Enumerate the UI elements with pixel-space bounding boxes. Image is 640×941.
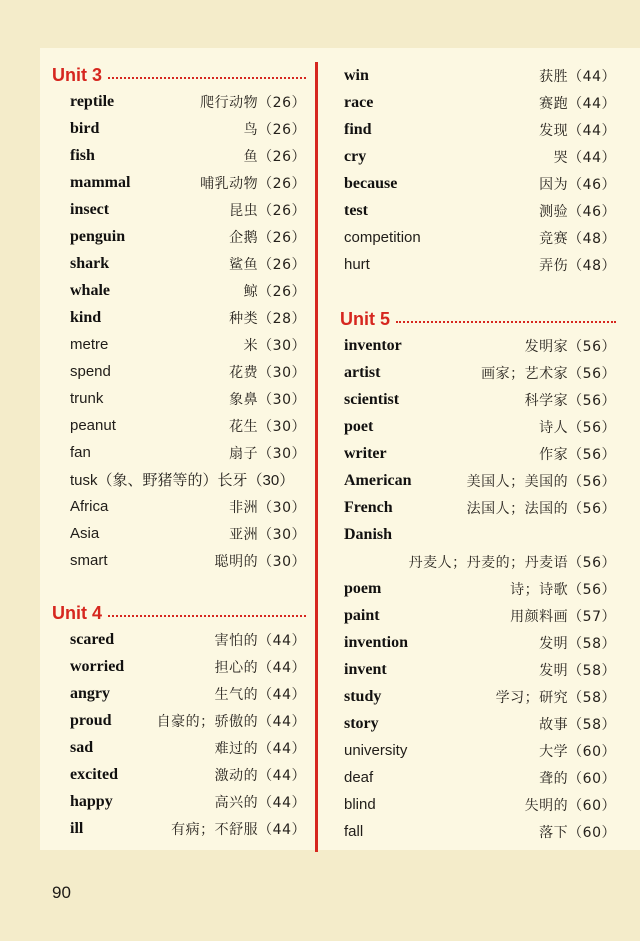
vocab-meaning: 鱼（26） — [243, 148, 306, 165]
vocabulary-panel — [40, 48, 640, 850]
vocab-word: worried — [70, 657, 125, 675]
vocab-word: deaf — [344, 769, 374, 786]
vocab-meaning: 哭（44） — [553, 149, 616, 166]
vocab-word: fan — [70, 444, 91, 461]
vocab-entry — [52, 707, 306, 734]
dotted-rule — [108, 77, 306, 79]
vocab-word: French — [344, 498, 393, 516]
vocab-entry — [340, 197, 616, 224]
vocab-word: mammal — [70, 173, 131, 191]
vocab-entry — [52, 788, 306, 815]
vocab-entry — [52, 196, 306, 223]
vocab-meaning: 米（30） — [243, 337, 306, 354]
vocab-word: invention — [344, 633, 409, 651]
vocab-entry — [52, 653, 306, 680]
vocab-meaning: 生气的（44） — [214, 686, 306, 703]
vocab-meaning: 落下（60） — [539, 824, 616, 841]
vocab-entry — [340, 575, 616, 602]
vocab-word: test — [344, 201, 368, 219]
vocab-meaning: 难过的（44） — [214, 740, 306, 757]
vocab-entry — [340, 170, 616, 197]
vocab-word: poet — [344, 417, 374, 435]
vocab-entry — [340, 656, 616, 683]
vocab-meaning: 花费（30） — [229, 364, 306, 381]
vocab-entry — [340, 251, 616, 278]
vocab-word: American — [344, 471, 412, 489]
vocab-meaning: 象鼻（30） — [229, 391, 306, 408]
vocab-meaning: 画家；艺术家（56） — [481, 365, 616, 382]
vocab-meaning: 非洲（30） — [229, 499, 306, 516]
vocab-meaning: 种类（28） — [229, 310, 306, 327]
section-spacer — [340, 278, 616, 306]
vocab-entry — [340, 386, 616, 413]
vocab-entry — [52, 439, 306, 466]
vocab-word: proud — [70, 711, 112, 729]
vocab-meaning: 赛跑（44） — [539, 95, 616, 112]
vocab-entry — [52, 115, 306, 142]
vocab-entry — [340, 413, 616, 440]
vocab-word: bird — [70, 119, 100, 137]
section-spacer — [340, 48, 616, 62]
vocab-word: because — [344, 174, 398, 192]
vocab-word: smart — [70, 552, 108, 569]
vocab-meaning: 获胜（44） — [539, 68, 616, 85]
vocab-word: invent — [344, 660, 387, 678]
vocab-meaning: 科学家（56） — [524, 392, 616, 409]
page-number: 90 — [52, 883, 71, 902]
vocab-meaning: 担心的（44） — [214, 659, 306, 676]
vocab-meaning: 聪明的（30） — [214, 553, 306, 570]
vocab-entry — [52, 761, 306, 788]
vocab-word: blind — [344, 796, 376, 813]
vocab-entry — [340, 818, 616, 845]
vocab-entry — [340, 521, 616, 548]
vocab-entry — [52, 358, 306, 385]
vocab-meaning: 弄伤（48） — [539, 257, 616, 274]
vocab-word: poem — [344, 579, 382, 597]
vocab-entry — [52, 547, 306, 574]
vocab-meaning: 鲸（26） — [243, 283, 306, 300]
dotted-rule — [108, 615, 306, 617]
vocab-word: peanut — [70, 417, 116, 434]
vocab-entry — [52, 385, 306, 412]
vocab-word: kind — [70, 308, 102, 326]
vocab-word: Asia — [70, 525, 100, 542]
vocab-meaning: 鸟（26） — [243, 121, 306, 138]
vocab-word: angry — [70, 684, 110, 702]
vocab-meaning: 发明家（56） — [524, 338, 616, 355]
vocab-word: find — [344, 120, 372, 138]
vocab-entry — [340, 791, 616, 818]
unit-heading — [52, 62, 306, 88]
vocab-meaning: 发明（58） — [539, 662, 616, 679]
vocab-entry — [340, 629, 616, 656]
vocab-word: penguin — [70, 227, 126, 245]
vocab-meaning: 聋的（60） — [539, 770, 616, 787]
vocab-word: fall — [344, 823, 364, 840]
vocab-entry — [340, 683, 616, 710]
vocab-word: shark — [70, 254, 110, 272]
vocab-entry — [340, 602, 616, 629]
vocab-entry — [340, 62, 616, 89]
vocab-entry — [52, 277, 306, 304]
vocab-entry — [340, 89, 616, 116]
vocab-word: excited — [70, 765, 118, 783]
vocab-meaning: 美国人；美国的（56） — [466, 473, 616, 490]
vocab-word: cry — [344, 147, 367, 165]
vocab-word: story — [344, 714, 379, 732]
vocab-word: whale — [70, 281, 110, 299]
vocab-word: tusk（象、野猪等的）长牙（30） — [70, 472, 295, 489]
vocab-entry — [52, 680, 306, 707]
vocab-entry — [340, 710, 616, 737]
vocab-meaning: 故事（58） — [539, 716, 616, 733]
vocab-meaning: 法国人；法国的（56） — [466, 500, 616, 517]
right-column — [340, 48, 616, 845]
vocab-meaning: 激动的（44） — [214, 767, 306, 784]
vocab-meaning: 企鹅（26） — [229, 229, 306, 246]
vocab-entry — [340, 467, 616, 494]
vocab-entry — [52, 331, 306, 358]
vocab-word: Africa — [70, 498, 109, 515]
vocab-entry — [340, 332, 616, 359]
vocab-meaning: 高兴的（44） — [214, 794, 306, 811]
vocab-meaning: 昆虫（26） — [229, 202, 306, 219]
unit-title: Unit 3 — [52, 64, 103, 85]
vocab-meaning: 扇子（30） — [229, 445, 306, 462]
vocab-meaning: 有病；不舒服（44） — [171, 821, 306, 838]
vocab-entry — [52, 412, 306, 439]
vocab-entry — [52, 88, 306, 115]
vocab-word: competition — [344, 229, 421, 246]
vocab-entry — [52, 142, 306, 169]
vocab-word: happy — [70, 792, 113, 810]
vocab-entry — [52, 626, 306, 653]
vocab-entry — [52, 815, 306, 842]
section-spacer — [52, 574, 306, 600]
vocab-entry — [52, 466, 306, 493]
column-divider — [315, 62, 318, 852]
vocab-entry — [340, 224, 616, 251]
vocab-meaning: 自豪的；骄傲的（44） — [156, 713, 306, 730]
vocab-meaning: 花生（30） — [229, 418, 306, 435]
section-spacer — [52, 48, 306, 62]
unit-title: Unit 5 — [340, 308, 391, 329]
left-column — [52, 48, 306, 842]
vocab-meaning: 失明的（60） — [524, 797, 616, 814]
vocab-entry — [52, 169, 306, 196]
vocab-entry — [52, 493, 306, 520]
vocab-entry — [52, 250, 306, 277]
vocab-word: ill — [70, 819, 84, 837]
vocab-meaning: 因为（46） — [539, 176, 616, 193]
vocab-word: trunk — [70, 390, 104, 407]
vocab-meaning: 丹麦人；丹麦的；丹麦语（56） — [408, 554, 616, 571]
vocab-meaning: 亚洲（30） — [229, 526, 306, 543]
vocab-meaning: 作家（56） — [539, 446, 616, 463]
vocab-meaning: 害怕的（44） — [214, 632, 306, 649]
vocab-meaning: 诗人（56） — [539, 419, 616, 436]
vocab-word: paint — [344, 606, 380, 624]
vocab-entry — [52, 734, 306, 761]
unit-heading — [52, 600, 306, 626]
vocab-word: race — [344, 93, 374, 111]
vocab-meaning: 爬行动物（26） — [200, 94, 306, 111]
vocab-word: metre — [70, 336, 109, 353]
vocab-word: hurt — [344, 256, 370, 273]
vocab-entry — [340, 764, 616, 791]
vocab-word: fish — [70, 146, 95, 164]
vocab-meaning: 用颜料画（57） — [510, 608, 616, 625]
vocab-word: scientist — [344, 390, 400, 408]
vocab-word: win — [344, 66, 369, 84]
vocab-word: writer — [344, 444, 387, 462]
vocab-word: inventor — [344, 336, 402, 354]
vocab-word: Danish — [344, 525, 393, 543]
vocab-word: insect — [70, 200, 110, 218]
dotted-rule — [396, 321, 616, 323]
vocab-meaning: 发明（58） — [539, 635, 616, 652]
vocab-word: sad — [70, 738, 94, 756]
vocab-entry — [52, 304, 306, 331]
vocab-meaning: 测验（46） — [539, 203, 616, 220]
vocab-entry — [52, 223, 306, 250]
vocab-meaning: 大学（60） — [539, 743, 616, 760]
vocab-entry — [52, 520, 306, 547]
vocab-entry — [340, 143, 616, 170]
vocab-meaning: 鲨鱼（26） — [229, 256, 306, 273]
unit-title: Unit 4 — [52, 602, 103, 623]
vocab-entry — [340, 359, 616, 386]
vocab-entry — [340, 737, 616, 764]
vocab-word: spend — [70, 363, 111, 380]
vocab-word: university — [344, 742, 408, 759]
vocab-entry — [340, 440, 616, 467]
vocab-entry — [340, 548, 616, 575]
vocab-word: scared — [70, 630, 115, 648]
vocab-meaning: 哺乳动物（26） — [200, 175, 306, 192]
vocab-word: reptile — [70, 92, 115, 110]
vocab-meaning: 学习；研究（58） — [495, 689, 616, 706]
vocab-meaning: 发现（44） — [539, 122, 616, 139]
vocab-meaning: 诗；诗歌（56） — [510, 581, 616, 598]
unit-heading — [340, 306, 616, 332]
vocab-word: study — [344, 687, 382, 705]
vocab-word: artist — [344, 363, 381, 381]
vocab-entry — [340, 116, 616, 143]
vocab-entry — [340, 494, 616, 521]
vocab-meaning: 竞赛（48） — [539, 230, 616, 247]
